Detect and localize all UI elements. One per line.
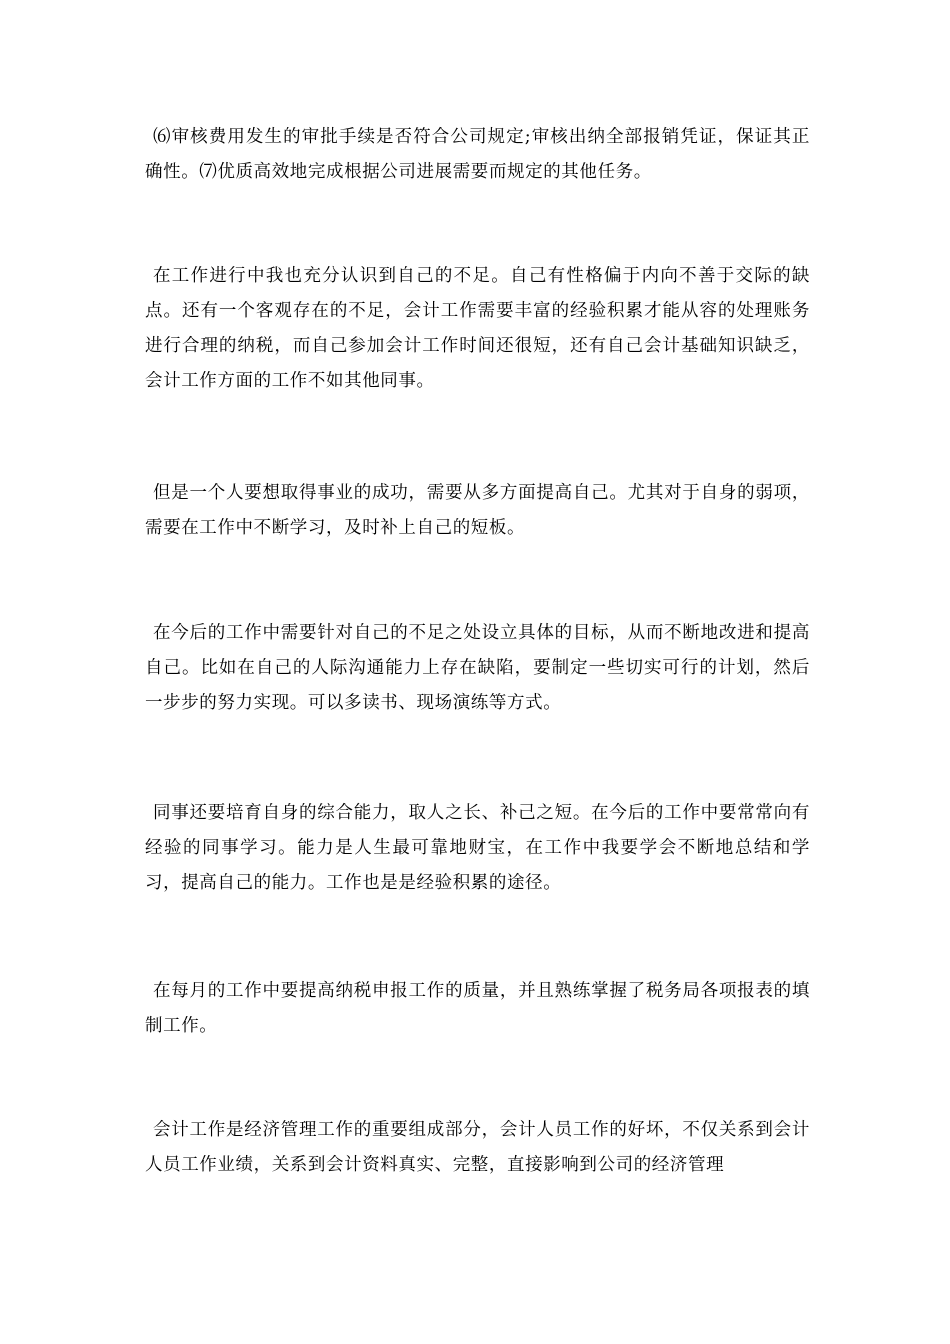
paragraph-shortcomings: 在工作进行中我也充分认识到自己的不足。自己有性格偏于内向不善于交际的缺点。还有一个客观存在的不足，会计工作需要丰富的经验积累才能从容的处理账务进行合理的纳税，而自己参加会计工作时间还很短，还有自己会计基础知识缺乏，会计工作方面的工作不如其他同事。 [145, 266, 810, 391]
paragraph-future-goals: 在今后的工作中需要针对自己的不足之处设立具体的目标，从而不断地改进和提高自己。比如在自己的人际沟通能力上存在缺陷，要制定一些切实可行的计划，然后一步步的努力实现。可以多读书、现场演练等方式。 [145, 623, 810, 713]
paragraph-tax-filing: 在每月的工作中要提高纳税申报工作的质量，并且熟练掌握了税务局各项报表的填制工作。 [145, 981, 810, 1036]
paragraph-expense-review: ⑹审核费用发生的审批手续是否符合公司规定;审核出纳全部报销凭证，保证其正确性。⑺优质高效地完成根据公司进展需要而规定的其他任务。 [145, 127, 810, 182]
paragraph-accounting-importance: 会计工作是经济管理工作的重要组成部分，会计人员工作的好坏，不仅关系到会计人员工作业绩，关系到会计资料真实、完整，直接影响到公司的经济管理 [145, 1120, 810, 1175]
paragraph-comprehensive-ability: 同事还要培育自身的综合能力，取人之长、补己之短。在今后的工作中要常常向有经验的同事学习。能力是人生最可靠地财宝，在工作中我要学会不断地总结和学习，提高自己的能力。工作也是是经验积累的途径。 [145, 803, 810, 893]
paragraph-self-improvement: 但是一个人要想取得事业的成功，需要从多方面提高自己。尤其对于自身的弱项，需要在工作中不断学习，及时补上自己的短板。 [145, 483, 810, 538]
